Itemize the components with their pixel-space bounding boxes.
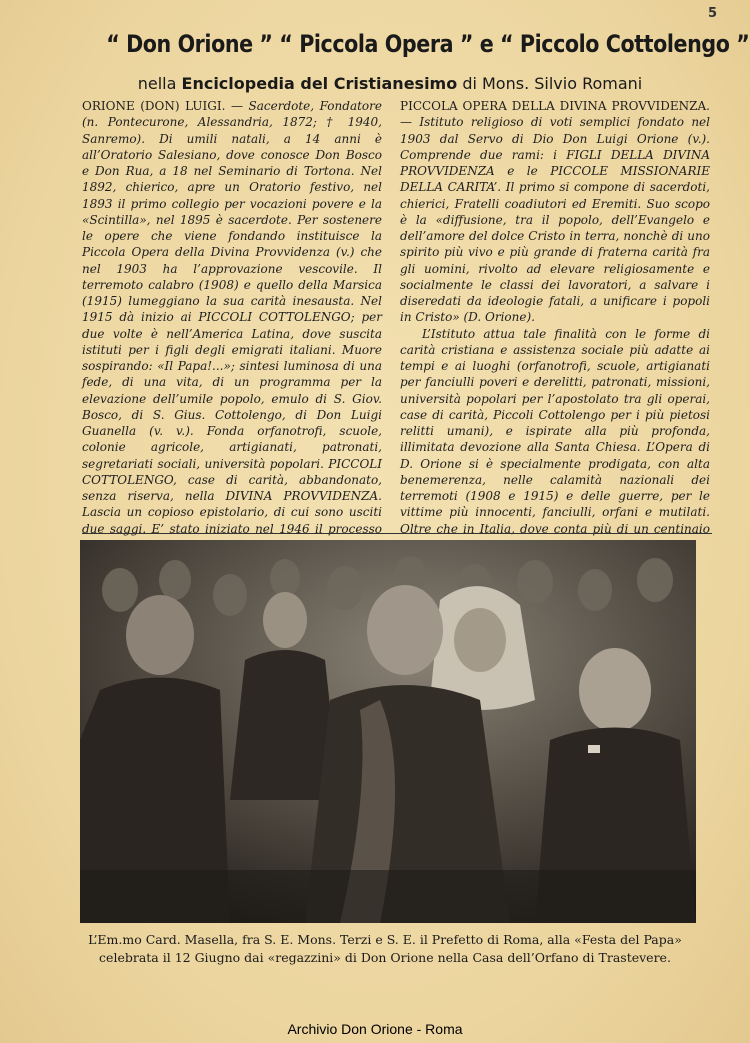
article-subtitle: [100, 74, 680, 93]
right-column: [400, 98, 710, 553]
entry-body-piccola-opera: Istituto religioso di voti semplici fondato nel 1903 dal Servo di Dio Don Luigi Orione (v.). Comprende due rami: i FIGLI DELLA DIVINA PROVVIDENZA e le PICCOLE MISSIONARIE DELLA CARITA’. Il primo si compone di sacerdoti, chierici, Fratelli coadiutori ed Eremiti. Suo scopo è la «diffusione, tra il popolo, dell’Evangelo e dell’amore del dolce Cristo in terra, nonchè di uno spirito più vivo e più grande di fraterna carità fra gli uomini, rivolto ad elevare religiosamente e socialmente le classi dei lavoratori, a salvare i diseredati da ideologie fatali, a unificare i popoli in Cristo» (D. Orione).: [400, 115, 710, 325]
entry-heading-piccola-opera: PICCOLA OPERA DELLA DIVINA PROVVIDENZA. —: [400, 99, 710, 130]
photo-caption-line-1: L’Em.mo Card. Masella, fra S. E. Mons. Terzi e S. E. il Prefetto di Roma, alla «Festa del Papa»: [88, 932, 682, 947]
event-photograph: [80, 540, 696, 923]
section-divider: [82, 533, 712, 534]
subtitle-suffix: di Mons. Silvio Romani: [462, 74, 643, 93]
left-column-paragraph: [82, 98, 382, 553]
subtitle-work: Enciclopedia del Cristianesimo: [181, 74, 458, 93]
subtitle-prefix: nella: [137, 74, 177, 93]
right-column-paragraph-2: L’Istituto attua tale finalità con le forme di carità cristiana e assistenza sociale più adatte ai tempi e ai luoghi (orfanotrofi, scuole, artigianati per fanciulli poveri e derelitti, patronati, missioni, università popolari per l’apostolato tra gli operai, case di carità, Piccoli Cottolengo per i più pietosi relitti umani), e ispirate alla più profonda, illimitata devozione alla Santa Chiesa. L’Opera di D. Orione si è specialmente prodigata, con alta benemerenza, nelle calamità nazionali dei terremoti (1908 e 1915) e delle guerre, per le vittime più innocenti, fanciulli, orfani e mutilati. Oltre che in Italia, dove conta più di un centinaio: [400, 326, 710, 536]
left-column: [82, 98, 382, 553]
entry-heading-orione: ORIONE (DON) LUIGI. —: [82, 99, 243, 113]
entry-body-orione: Sacerdote, Fondatore (n. Pontecurone, Alessandria, 1872; † 1940, Sanremo). Di umili natali, a 14 anni è all’Oratorio Salesiano, dove conosce Don Bosco e Don Rua, a 18 nel Seminario di Tortona. Nel 1892, chierico, apre un Oratorio festivo, nel 1893 il primo collegio per vocazioni povere e la «Scintilla», nel 1895 è sacerdote. Per sostenere le opere che viene fondando instituisce la Piccola Opera della Divina Provvidenza (v.) che nel 1903 ha l’approvazione vescovile. Il terremoto calabro (1908) e quello della Marsica (1915) lumeggiano la sua carità inesausta. Nel 1915 dà inizio ai PICCOLI COTTOLENGO; per due volte è nell’America Latina, dove suscita istituti per i figli degli emigrati italiani. Muore sospirando: «Il Papa!...»; sintesi luminosa di una fede, di una vita, di un programma per la elevazione dell’umile popolo, emulo di S. Giov. Bosco, di S. Gius. Cottolengo, di Don Luigi Guanella (v. v.). Fonda orfanotrofi, scuole, colonie agricole, artigianati, patronati, segretariati sociali, università popolari. PICCOLI COTTOLENGO, case di carità, abbandonato, senza riserva, nella DIVINA PROVVIDENZA. Lascia un copioso epistolario, di cui sono usciti due saggi. E’ stato iniziato nel 1946 il processo: [82, 99, 382, 536]
archive-label: Archivio Don Orione - Roma: [287, 1021, 463, 1037]
photo-caption-line-2: celebrata il 12 Giugno dai «regazzini» di Don Orione nella Casa dell’Orfano di Trastevere.: [99, 950, 671, 965]
page-number: 5: [707, 6, 717, 21]
photo-caption: [40, 931, 730, 967]
article-title: “ Don Orione ” “ Piccola Opera ” e “ Piccolo Cottolengo ”: [106, 30, 750, 58]
right-column-paragraph-1: [400, 98, 710, 326]
